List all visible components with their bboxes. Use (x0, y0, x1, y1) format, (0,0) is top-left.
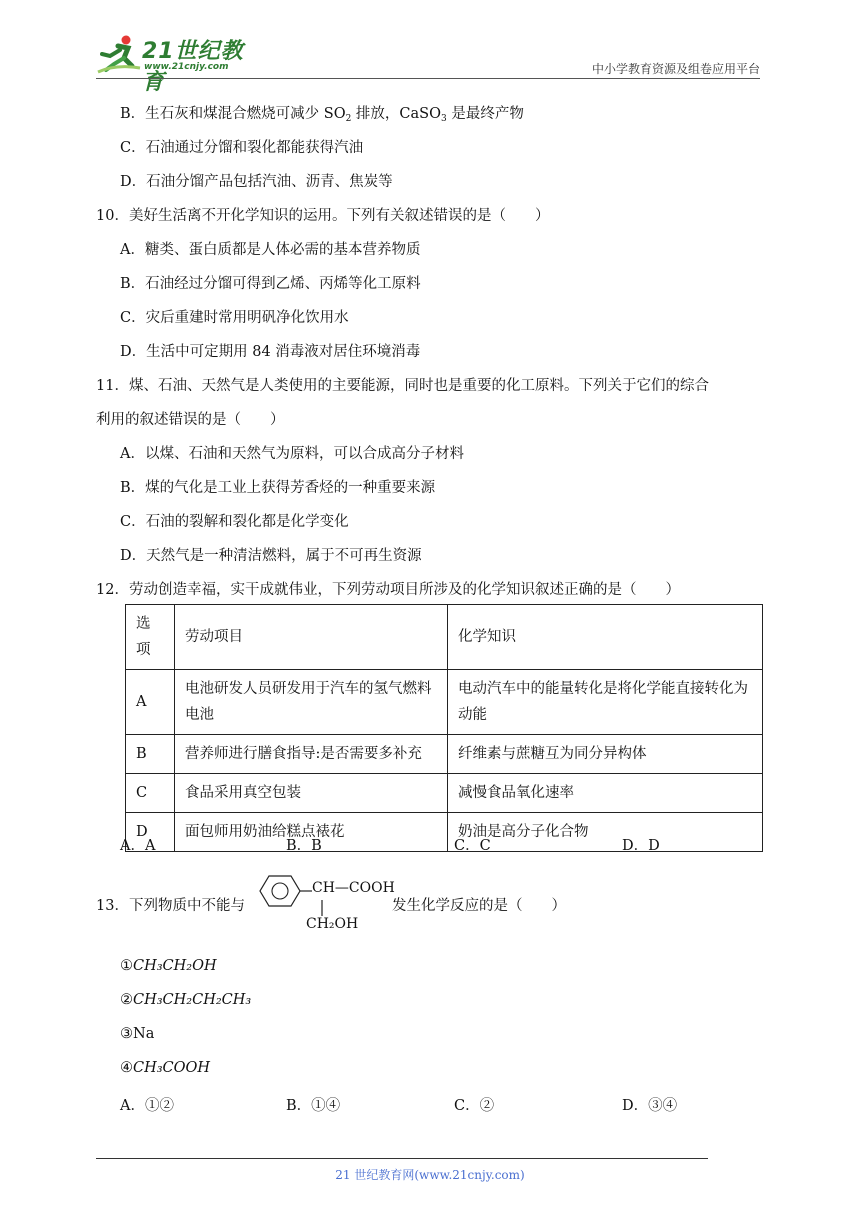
q12-table (125, 604, 763, 852)
q9-option-d: D．石油分馏产品包括汽油、沥青、焦炭等 (120, 174, 393, 190)
logo-text: 21世纪教育 (142, 39, 244, 95)
table-row (126, 774, 763, 813)
q10-stem: 10．美好生活离不开化学知识的运用。下列有关叙述错误的是（ ） (96, 208, 550, 224)
q11-option-d: D．天然气是一种清洁燃料，属于不可再生资源 (120, 548, 422, 564)
q12-stem: 12．劳动创造幸福，实干成就伟业，下列劳动项目所涉及的化学知识叙述正确的是（ ） (96, 582, 680, 598)
table-cell-option: D (126, 813, 175, 852)
logo (96, 34, 256, 95)
q11-option-a: A．以煤、石油和天然气为原料，可以合成高分子材料 (120, 446, 464, 462)
table-cell-item: 电池研发人员研发用于汽车的氢气燃料电池 (175, 670, 448, 735)
q13-item-3: ③Na (120, 1026, 155, 1042)
runner-logo-icon (96, 34, 142, 74)
table-cell-item: 面包师用奶油给糕点裱花 (175, 813, 448, 852)
header-platform-text: 中小学教育资源及组卷应用平台 (591, 62, 760, 76)
table-cell-knowledge: 减慢食品氧化速率 (448, 774, 763, 813)
q13-answer-a: A．①② (120, 1098, 174, 1114)
molecule-bottom-group: CH₂OH (306, 916, 359, 932)
q13-molecule (256, 874, 396, 936)
table-header-cell: 选项 (126, 605, 175, 670)
table-header-cell: 化学知识 (448, 605, 763, 670)
footer-text: 21 世纪教育网(www.21cnjy.com) (335, 1168, 525, 1182)
q10-option-b: B．石油经过分馏可得到乙烯、丙烯等化工原料 (120, 276, 421, 292)
footer-divider (96, 1158, 708, 1159)
q12-answer-d: D．D (622, 838, 660, 854)
header-divider (96, 78, 760, 79)
q9-option-c: C．石油通过分馏和裂化都能获得汽油 (120, 140, 364, 156)
logo-url: www.21cnjy.com (144, 62, 229, 72)
q13-item-1: ①CH₃CH₂OH (120, 958, 217, 974)
q13-answer-b: B．①④ (286, 1098, 341, 1114)
q13-item-4: ④CH₃COOH (120, 1060, 211, 1076)
molecule-top-group: CH—COOH (312, 880, 395, 896)
table-row (126, 813, 763, 852)
table-cell-item: 营养师进行膳食指导:是否需要多补充 (175, 735, 448, 774)
table-cell-knowledge: 纤维素与蔗糖互为同分异构体 (448, 735, 763, 774)
table-header-row (126, 605, 763, 670)
table-cell-option: B (126, 735, 175, 774)
q10-option-a: A．糖类、蛋白质都是人体必需的基本营养物质 (120, 242, 421, 258)
page-header (96, 30, 760, 95)
q13-answer-d: D．③④ (622, 1098, 678, 1114)
table-row (126, 735, 763, 774)
q11-option-c: C．石油的裂解和裂化都是化学变化 (120, 514, 349, 530)
q10-option-d: D．生活中可定期用 84 消毒液对居住环境消毒 (120, 344, 421, 360)
q11-option-b: B．煤的气化是工业上获得芳香烃的一种重要来源 (120, 480, 436, 496)
table-cell-option: A (126, 670, 175, 735)
table-cell-option: C (126, 774, 175, 813)
benzene-ring-icon (258, 874, 302, 908)
table-cell-knowledge: 奶油是高分子化合物 (448, 813, 763, 852)
q11-stem-line1: 11．煤、石油、天然气是人类使用的主要能源，同时也是重要的化工原料。下列关于它们的综合 (96, 378, 709, 394)
table-row (126, 670, 763, 735)
q13-item-2: ②CH₃CH₂CH₂CH₃ (120, 992, 252, 1008)
q13-stem-suffix: 发生化学反应的是（ ） (392, 898, 566, 914)
q12-answer-b: B．B (286, 838, 322, 854)
q11-stem-line2: 利用的叙述错误的是（ ） (96, 412, 285, 428)
q10-option-c: C．灾后重建时常用明矾净化饮用水 (120, 310, 349, 326)
table-cell-item: 食品采用真空包装 (175, 774, 448, 813)
q12-answer-a: A．A (120, 838, 156, 854)
q13-stem-prefix: 13．下列物质中不能与 (96, 898, 245, 914)
table-header-cell: 劳动项目 (175, 605, 448, 670)
q12-answer-c: C．C (454, 838, 491, 854)
q9-option-b: B．生石灰和煤混合燃烧可减少 $SO_2$ 排放，CaSO$_3$ 是最终产物 (120, 106, 524, 124)
table-cell-knowledge: 电动汽车中的能量转化是将化学能直接转化为动能 (448, 670, 763, 735)
q13-answer-c: C．② (454, 1098, 495, 1114)
